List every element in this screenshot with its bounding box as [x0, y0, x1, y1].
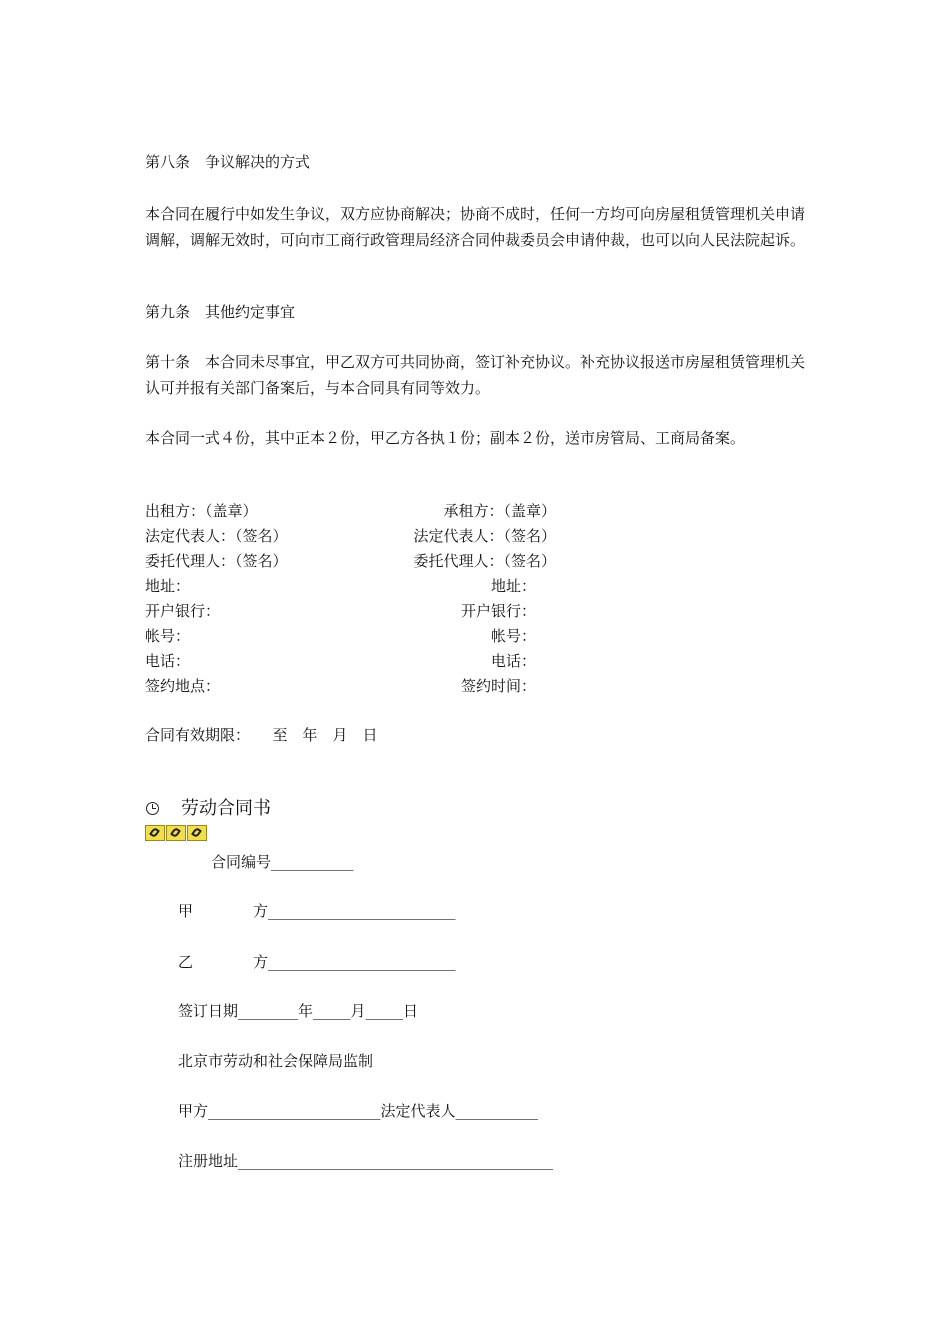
- lessor-legal-rep: 法定代表人：（签名）: [145, 527, 288, 545]
- lessor-agent: 委托代理人：（签名）: [145, 552, 288, 570]
- article8-body: 本合同在履行中如发生争议，双方应协商解决；协商不成时，任何一方均可向房屋租赁管理机关申请调解，调解无效时，可向市工商行政管理局经济合同仲裁委员会申请仲裁，也可以向人民法院起诉。: [145, 205, 806, 249]
- lessee-legal-rep: 法定代表人：（签名）: [413, 527, 556, 545]
- lessor-phone: 电话：: [145, 652, 191, 670]
- lessor-account: 帐号：: [145, 627, 191, 645]
- party-a-legal-line: 甲方_______________________法定代表人___________: [178, 1102, 539, 1120]
- article8-heading: 第八条 争议解决的方式: [145, 153, 311, 171]
- lessee-agent: 委托代理人：（签名）: [413, 552, 556, 570]
- signing-place: 签约地点：: [145, 677, 221, 695]
- article9-heading: 第九条 其他约定事宜: [145, 303, 296, 321]
- lessor-address: 地址：: [145, 577, 191, 595]
- lessor-bank: 开户银行：: [145, 602, 221, 620]
- tool-icon[interactable]: [166, 825, 186, 841]
- tool-icon[interactable]: [145, 825, 165, 841]
- validity-period: 合同有效期限： 至 年 月 日: [145, 726, 378, 744]
- lessee-account: 帐号：: [490, 627, 536, 645]
- lessee-phone: 电话：: [490, 652, 536, 670]
- clock-icon: [146, 802, 159, 815]
- party-b-line: 乙 方_________________________: [178, 953, 456, 971]
- article10-body: 第十条 本合同未尽事宜，甲乙双方可共同协商，签订补充协议。补充协议报送市房屋租赁管理机关认可并报有关部门备案后，与本合同具有同等效力。: [145, 353, 806, 397]
- party-a-line: 甲 方_________________________: [178, 902, 456, 920]
- supervisor-line: 北京市劳动和社会保障局监制: [178, 1052, 374, 1070]
- sign-date-line: 签订日期________年_____月_____日: [178, 1002, 419, 1020]
- lessor-seal: 出租方：（盖章）: [145, 502, 258, 520]
- lessee-seal: 承租方：（盖章）: [443, 502, 556, 520]
- tool-icon[interactable]: [187, 825, 207, 841]
- registered-address-line: 注册地址__________________________________________: [178, 1152, 554, 1170]
- contract-number: 合同编号___________: [211, 853, 354, 871]
- toolbar-icons: [145, 825, 207, 841]
- copies-note: 本合同一式４份，其中正本２份，甲乙方各执１份；副本２份，送市房管局、工商局备案。: [145, 429, 746, 447]
- labor-contract-title: 劳动合同书: [181, 798, 271, 819]
- signing-time: 签约时间：: [460, 677, 536, 695]
- lessee-bank: 开户银行：: [460, 602, 536, 620]
- lessee-address: 地址：: [490, 577, 536, 595]
